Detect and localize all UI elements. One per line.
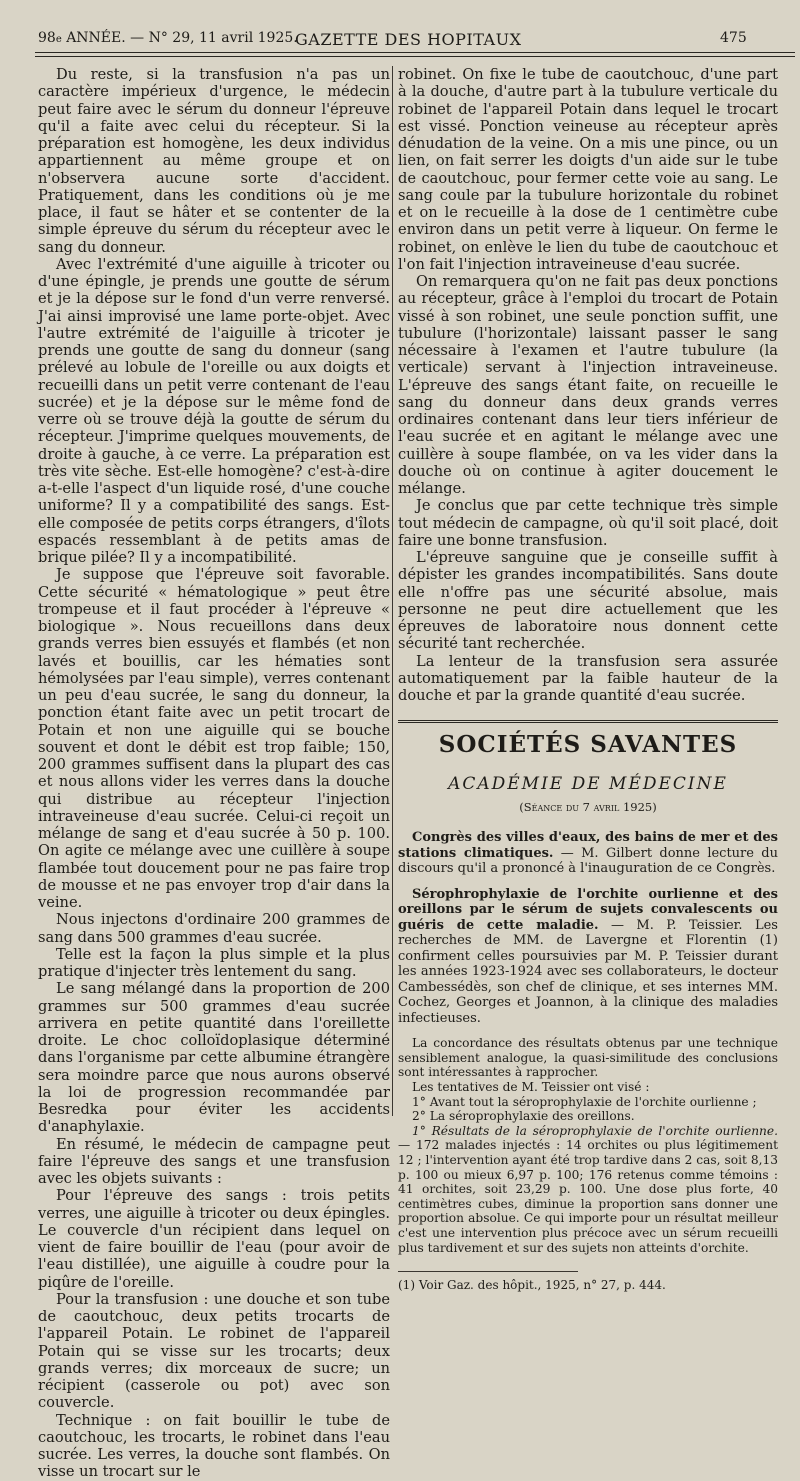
paragraph: Nous injectons d'ordinaire 200 grammes de sang dans 500 grammes d'eau sucrée. [38, 911, 390, 946]
academy-report [398, 830, 778, 1255]
report-item [398, 830, 778, 877]
paragraph: Pour la transfusion : une douche et son tube de caoutchouc, deux petits trocarts de l'appareil Potain. Le robinet de l'appareil Potain qui se visse sur les trocarts; deux grands verres; dix morceaux de sucre; un récipient (casserole ou pot) avec son couvercle. [38, 1290, 390, 1412]
paragraph: Telle est la façon la plus simple et la plus pratique d'injecter très lentement du sang. [38, 945, 390, 980]
paragraph: La lenteur de la transfusion sera assurée automatiquement par la faible hauteur de la douche et par la grande quantité d'eau sucrée. [398, 652, 778, 704]
paragraph: La concordance des résultats obtenus par une technique sensiblement analogue, la quasi-similitude des conclusions sont intéressantes à rapprocher. [398, 1036, 778, 1080]
paragraph: On remarquera qu'on ne fait pas deux ponctions au récepteur, grâce à l'emploi du trocart de Potain vissé à son robinet, une seule ponction suffit, une tubulure (l'horizontale) laissant passer le sang nécessaire à l'examen et l'autre tubulure (la verticale) servant à l'injection intraveineuse. L'épreuve des sangs étant faite, on recueille le sang du donneur dans deux grands verres ordinaires contenant dans leur tiers inférieur de l'eau sucrée et en agitant le mélange avec une cuillère à soupe flambée, on va les vider dans la douche où on continue à agiter doucement le mélange. [398, 273, 778, 497]
header-rule-thin [35, 56, 795, 57]
right-column [398, 66, 778, 1292]
footnote-rule [398, 1271, 578, 1272]
paragraph: robinet. On fixe le tube de caoutchouc, d'une part à la douche, d'autre part à la tubulure verticale du robinet de l'appareil Potain dans lequel le trocart est vissé. Ponction veineuse au récepteur après dénudation de la veine. On a mis une pince, ou un lien, on fait serrer les doigts d'un aide sur le tube de caoutchouc, pour fermer cette voie au sang. Le sang coule par la tubulure horizontale du robinet et on le recueille à la dose de 1 centimètre cube environ dans un petit verre à liqueur. On ferme le robinet, on enlève le lien du tube de caoutchouc et l'on fait l'injection intraveineuse d'eau sucrée. [398, 66, 778, 273]
issue-info: 98e ANNÉE. — N° 29, 11 avril 1925. [38, 30, 298, 46]
paragraph: Les tentatives de M. Teissier ont visé : [412, 1080, 650, 1095]
report-item [398, 887, 778, 1027]
paragraph: Pour l'épreuve des sangs : trois petits verres, une aiguille à tricoter ou deux épingles. Le couvercle d'un récipient dans lequel on vient de faire bouillir de l'eau (pour avoir de l'eau distillée), une aiguille à coudre pour la piqûre de l'oreille. [38, 1187, 390, 1291]
paragraph: Technique : on fait bouillir le tube de caoutchouc, les trocarts, le robinet dans l'eau sucrée. Les verres, la douche sont flambés. On visse un trocart sur le [38, 1411, 390, 1481]
paragraph: L'épreuve sanguine que je conseille suffit à dépister les grandes incompatibilités. Sans doute elle n'offre pas une sécurité absolue, mais personne ne peut dire actuellement que les épreuves de laboratoire nous donnent cette sécurité tant recherchée. [398, 549, 778, 653]
page-header [0, 0, 800, 60]
paragraph: Avec l'extrémité d'une aiguille à tricoter ou d'une épingle, je prends une goutte de sérum et je la dépose sur le fond d'un verre renversé. J'ai ainsi improvisé une lame porte-objet. Avec l'autre extrémité de l'aiguille à tricoter je prends une goutte de sang du donneur (sang prélevé au lobule de l'oreille ou aux doigts et recueilli dans un petit verre contenant de l'eau sucrée) et je la dépose sur le même fond de verre où se trouve déjà la goutte de sérum du récepteur. J'imprime quelques mouvements, de droite à gauche, à ce verre. La préparation est très vite sèche. Est-elle homogène? c'est-à-dire a-t-elle l'aspect d'un liquide rosé, d'une couche uniforme? Il y a compatibilité des sangs. Est-elle composée de petits corps étrangers, d'îlots espacés ressemblant à de petits amas de brique pilée? Il y a incompatibilité. [38, 255, 390, 566]
paragraph: Du reste, si la transfusion n'a pas un caractère impérieux d'urgence, le médecin peut faire avec le sérum du donneur l'épreuve qu'il a faite avec celui du récepteur. Si la préparation est homogène, les deux individus appartiennent au même groupe et on n'observera aucune sorte d'accident. Pratiquement, dans les conditions où je me place, il faut se hâter et se contenter de la simple épreuve du sérum du récepteur avec le sang du donneur. [38, 66, 390, 256]
paragraph: Je conclus que par cette technique très simple tout médecin de campagne, où qu'il soit placé, doit faire une bonne transfusion. [398, 497, 778, 549]
page-number: 475 [720, 30, 747, 46]
list-item: 1° Avant tout la séroprophylaxie de l'orchite ourlienne ; [412, 1094, 757, 1109]
column-divider [392, 66, 393, 1116]
footnote: (1) Voir Gaz. des hôpit., 1925, n° 27, p. 444. [398, 1278, 666, 1293]
header-rule [35, 52, 795, 53]
section-title: SOCIÉTÉS SAVANTES [438, 731, 738, 759]
session-date: (Séance du 7 avril 1925) [519, 800, 657, 815]
list-item: 2° La séroprophylaxie des oreillons. [412, 1109, 635, 1124]
left-column [38, 66, 390, 1481]
journal-title: GAZETTE DES HOPITAUX [295, 30, 522, 49]
paragraph: 1° Résultats de la séroprophylaxie de l'orchite ourlienne. — 172 malades injectés : 14 orchites ou plus légitimement 12 ; l'intervention ayant été trop tardive dans 2 cas, soit 8,13 p. 100 ou mieux 6,97 p. 100; 176 retenus comme témoins : 41 orchites, soit 23,29 p. 100. Une dose plus forte, 40 centimètres cubes, diminue la proportion sans donner une proportion absolue. Ce qui importe pour un résultat meilleur c'est une intervention plus précoce avec un sérum recueilli plus tardivement et sur des sujets non atteints d'orchite. [398, 1123, 778, 1255]
article-continuation [398, 66, 778, 704]
paragraph: Le sang mélangé dans la proportion de 200 grammes sur 500 grammes d'eau sucrée arrivera en petite quantité dans l'oreillette droite. Le choc colloïdoplasique déterminé dans l'organisme par cette albumine étrangère sera moindre parce que nous aurons observé la loi de progression recommandée par Besredka pour éviter les accidents d'anaphylaxie. [38, 980, 390, 1136]
paragraph: Je suppose que l'épreuve soit favorable. Cette sécurité « hématologique » peut être trompeuse et il faut procéder à l'épreuve « biologique ». Nous recueillons dans deux grands verres bien essuyés et flambés (et non lavés et bouillis, car les hématies sont hémolysées par l'eau simple), verres contenant un peu d'eau sucrée, le sang du donneur, la ponction étant faite avec un petit trocart de Potain et non une aiguille qui se bouche souvent et dont le débit est trop faible; 150, 200 grammes suffisent dans la plupart des cas et nous allons vider les verres dans la douche qui distribue au récepteur l'injection intraveineuse d'eau sucrée. Celui-ci reçoit un mélange de sang et d'eau sucrée à 50 p. 100. On agite ce mélange avec une cuillère à soupe flambée tout doucement pour ne pas faire trop de mousse et ne pas envoyer trop d'air dans la veine. [38, 566, 390, 911]
report-item-title: Sérophrophylaxie de l'orchite ourlienne et des oreillons par le sérum de sujets convalescents ou guéris de cette maladie. — M. P. Teissier. Les recherches de MM. de Lavergne et Florentin (1) confirment celles poursuivies par M. P. Teissier durant les années 1923-1924 avec ses collaborateurs, le docteur Cambessédès, son chef de clinique, et ses internes MM. Cochez, Georges et Joannon, à la clinique des maladies infectieuses. [398, 886, 778, 1026]
report-item-title: Congrès des villes d'eaux, des bains de mer et des stations climatiques. — M. Gilbert donne lecture du discours qu'il a prononcé à l'inauguration de ce Congrès. [398, 830, 778, 877]
section-rule [398, 720, 778, 723]
paragraph: En résumé, le médecin de campagne peut faire l'épreuve des sangs et une transfusion avec les objets suivants : [38, 1135, 390, 1187]
academy-title: ACADÉMIE DE MÉDECINE [448, 774, 728, 795]
